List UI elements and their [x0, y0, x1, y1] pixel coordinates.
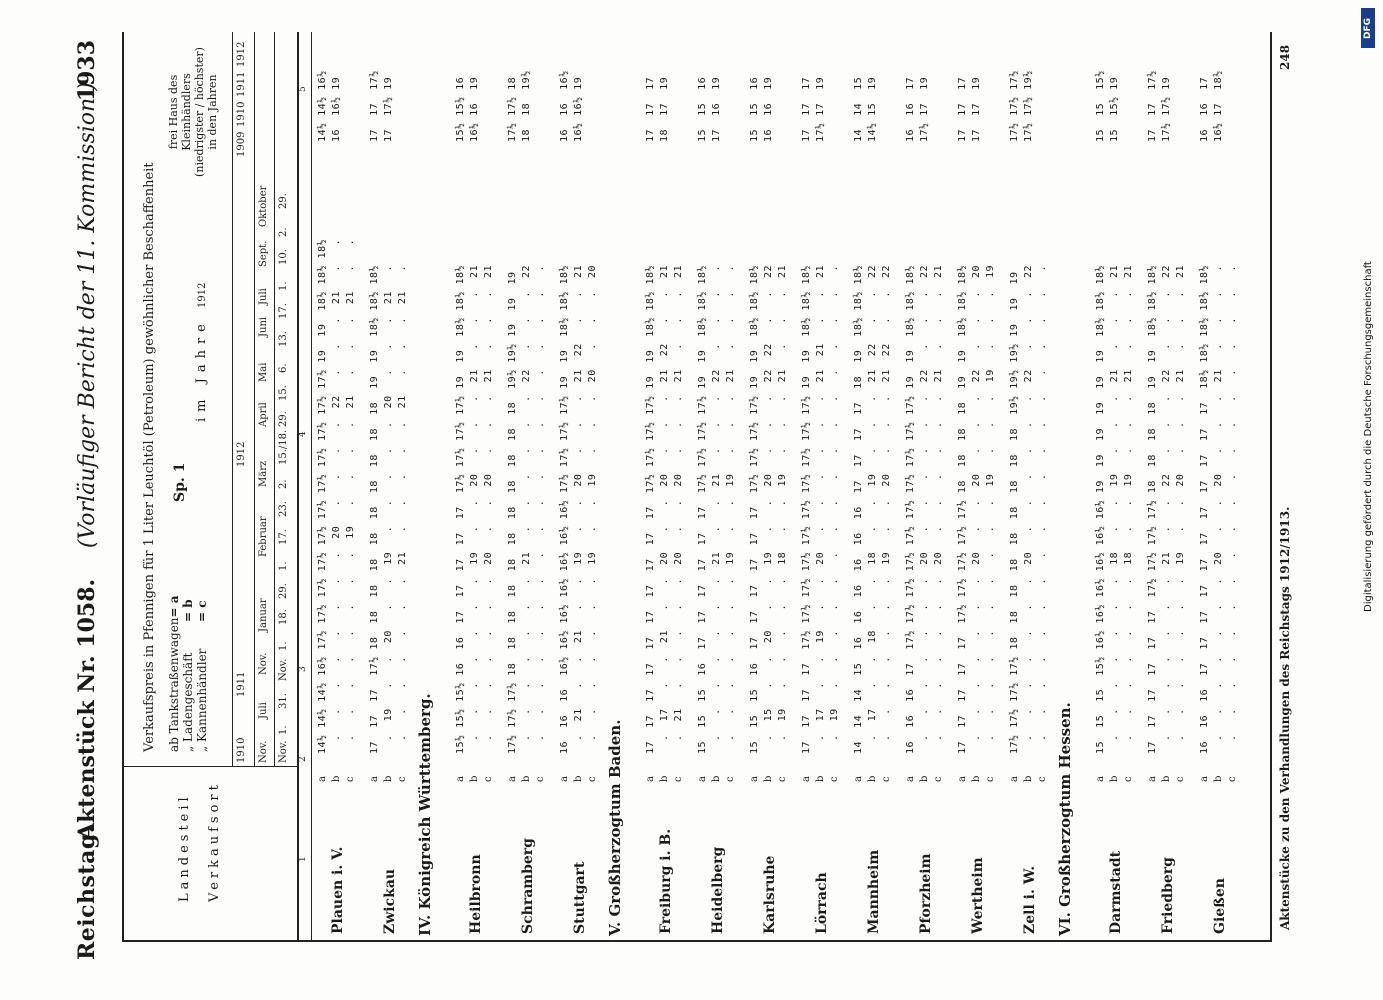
place-name: Plauen i. V. — [330, 846, 346, 934]
price-line: . 19 . . . . . . . . . . . . . . . . . — [829, 264, 840, 754]
place-name: Heilbronn — [468, 854, 484, 934]
month-cell: April — [258, 402, 269, 427]
day-cell: 29. — [278, 583, 289, 599]
legend-code: = b — [181, 599, 195, 622]
frei-haus-values — [1094, 70, 1122, 142]
place-row — [1194, 32, 1246, 942]
price-line: . 19 . . . . . 18 . . 19 . . . 21 . . . 21 — [777, 264, 788, 754]
price-line: . . . . . . . 18 . . 19 . . . 21 . . . 21 — [1123, 264, 1134, 754]
frei-haus-line: 18 18 19½ — [521, 70, 532, 142]
dfg-logo: DFG — [1361, 8, 1375, 48]
frei-haus-line: 15 15 16 — [697, 76, 708, 142]
frei-haus-line: 17½ 17½ 19½ — [1023, 70, 1034, 142]
header-left: Reichstag. — [74, 825, 100, 960]
abc-markers: a b c — [559, 775, 598, 782]
place-row — [1142, 32, 1194, 942]
day-cell: 15./18. — [278, 429, 289, 465]
day-cell: 23. — [278, 501, 289, 517]
frei-haus-values — [454, 77, 482, 142]
day-cell: Nov. — [278, 740, 289, 763]
sp-label: Sp. 1 — [172, 462, 188, 502]
abc-markers: a b c — [957, 775, 996, 782]
price-values — [748, 265, 790, 754]
month-cell: Februar — [258, 516, 269, 557]
frei-haus-line: 15 15½ 19 — [1109, 76, 1120, 142]
day-cell: 2. — [278, 227, 289, 237]
frei-haus-line: 18 17 19 — [659, 76, 670, 142]
price-line: . . . . . . . 18 . . 19 . . . 21 . . . 21 — [1109, 264, 1120, 754]
frei-haus-line: 17 17 19 — [971, 76, 982, 142]
abc-markers: a b c — [1009, 775, 1048, 782]
frei-haus-values — [558, 70, 586, 142]
years-row — [232, 32, 255, 767]
frei-haus-line: 16 16 17 — [905, 76, 916, 142]
legend — [167, 595, 209, 752]
frei-haus-line: 14½ 14½ 16½ — [317, 70, 328, 142]
month-cell: Nov. — [258, 740, 269, 763]
column-number: 3 — [298, 666, 308, 672]
frei-haus-line: 17 17 17 — [801, 76, 812, 142]
month-cell: Mai — [258, 362, 269, 382]
price-values — [1198, 265, 1240, 754]
price-line: . . . . . . . 21 . . . . . 21 . . . 21 . — [397, 264, 408, 754]
abc-markers: a b c — [507, 775, 546, 782]
legend-code: = a — [167, 595, 181, 618]
day-cell: 10. — [278, 249, 289, 265]
place-name: Darmstadt — [1108, 850, 1124, 934]
price-line: 17½ 17½ 17½ 17½ 18 18 18 18 18 18 18 18 18 19½ 19½ 19½ 19 19 19 — [1009, 271, 1020, 754]
place-name: Lörrach — [814, 872, 830, 934]
price-values — [1008, 265, 1050, 754]
price-line: . . . . . . . 19 . . 20 . . . 21 . . . 21 — [1175, 264, 1186, 754]
place-name: Zell i. W. — [1022, 865, 1038, 934]
im-jahre-label — [194, 283, 209, 422]
column-number: 1 — [298, 856, 308, 862]
year-cell: 1911 — [236, 671, 247, 697]
price-line: 15 15 15 16 17 17 17 17 17 17 17½ 17½ 17½ 17½ 19 19 18½ 18½ 18½ — [697, 264, 708, 754]
frei-haus-line: 17½ 17 19 — [815, 76, 826, 142]
price-line: 15 15 15 16 17 17 17 17 17 17 17½ 17½ 17½ 17½ 19 19 18½ 18½ 18½ — [749, 264, 760, 754]
frei-haus-values — [506, 70, 534, 142]
place-row — [952, 32, 1004, 942]
price-line: . . . . . . . 21 . . . . . . 22 . . . 22 — [521, 264, 532, 754]
year-cell: 1912 — [236, 41, 247, 67]
price-line: . . . . . . . . . . . . . . . . . . . — [535, 264, 546, 754]
place-name: Friedberg — [1160, 857, 1176, 934]
frei-haus-values — [748, 77, 776, 142]
price-line: . . . . . . . 20 . . 20 . . . 21 . . . 21 — [483, 264, 494, 754]
month-cell: Juni — [258, 316, 269, 337]
legend-label: „ Kannenhändler — [195, 648, 209, 752]
price-line: . 21 . . 21 . . 19 . . 20 . . . 21 22 . . 21 — [573, 264, 584, 754]
day-cell: 1. — [278, 561, 289, 571]
place-row — [1004, 32, 1056, 942]
frei-haus-line: 17½ 17½ 19 — [1161, 76, 1172, 142]
legend-code: = c — [195, 600, 209, 622]
price-line: 17 17 17 17 17 17 17 17 17 17 17½ 17½ 17½ 17½ 19 19 18½ 18½ 18½ — [645, 264, 656, 754]
frei-haus-line: 17 17 17 — [645, 76, 656, 142]
price-values — [1094, 265, 1136, 754]
price-line: 14 14 14 15 16 16 16 16 16 16 17 17 17 17 18 19 18½ 18½ 18½ — [853, 264, 864, 754]
price-line: . . . . . . . 21 . . 21 . . . 22 . . . . — [711, 264, 722, 754]
year-1912: 1912 — [197, 282, 208, 308]
month-cell: März — [258, 460, 269, 487]
place-row — [692, 32, 744, 942]
abc-markers: a b c — [905, 775, 944, 782]
frei-haus-values — [368, 70, 396, 142]
legend-row — [195, 595, 209, 752]
month-cell: Juli — [258, 702, 269, 719]
page-header — [68, 40, 108, 960]
frei-haus-line: 15 15 15½ — [1095, 70, 1106, 142]
place-name: Stuttgart — [572, 861, 588, 934]
place-name: Heidelberg — [710, 846, 726, 934]
day-cell: 6. — [278, 363, 289, 373]
days-row — [274, 32, 297, 767]
frei-haus-line: 16 16 17 — [1199, 76, 1210, 142]
price-values — [368, 265, 410, 754]
price-line: . . . . . . . . . . . . . . . . . . . — [1037, 264, 1048, 754]
landesteil-label: Landesteil — [177, 793, 192, 902]
price-line: . 21 . . . . . 20 . . 20 . . . 21 . . . 21 — [673, 264, 684, 754]
frei-haus-line: 15 15 16 — [749, 76, 760, 142]
price-line: . . . . . . . . . . . . . . . . . . . — [1227, 264, 1238, 754]
frei-haus-line: 16 16½ 19 — [331, 76, 342, 142]
region-heading: V. Großherzogtum Baden. — [606, 719, 624, 936]
frei-haus-line: 15½ 15½ 16 — [455, 76, 466, 142]
frei-haus-line: 16 16 16½ — [559, 70, 570, 142]
price-values — [558, 265, 600, 754]
place-name: Gießen — [1212, 878, 1228, 934]
month-cell: Oktober — [258, 185, 269, 227]
place-row — [640, 32, 692, 942]
day-cell: 31. — [278, 693, 289, 709]
digitization-note: Digitalisierung gefördert durch die Deutsche Forschungsgemeinschaft — [1363, 261, 1374, 612]
day-cell: 13. — [278, 331, 289, 347]
column-number: 2 — [298, 756, 308, 762]
frei-haus-label: frei Haus des Kleinhändlers (niedrigster / höchster) in den Jahren — [167, 47, 219, 177]
frei-haus-line: 17 17 17½ — [1147, 70, 1158, 142]
header-title-main: Aktenstück Nr. 1058. — [74, 578, 100, 840]
price-values — [454, 265, 496, 754]
price-line: 17 17 17 17 17 17 17½ 17½ 17½ 17½ 18 18 18 18 19 19 18½ 18½ 18½ — [1147, 264, 1158, 754]
day-cell: Nov. — [278, 658, 289, 681]
abc-markers: a b c — [749, 775, 788, 782]
price-values — [1146, 265, 1188, 754]
price-line: 14½ 14½ 14½ 16½ 17½ 17½ 17½ 17½ 17½ 17½ 17½ 17½ 17½ 17½ 17½ 19 19 18½ 18½ 18½ — [317, 238, 328, 754]
region-heading: VI. Großherzogtum Hessen. — [1056, 702, 1074, 936]
price-line: . . . . . . . 19 . . 19 . . . 20 . . . 20 — [587, 264, 598, 754]
place-row — [900, 32, 952, 942]
price-line: . . . . . . . 19 . . 19 . . . 21 . . . . — [725, 264, 736, 754]
price-line: . . . . . . . . . . 19 . . . 19 . . . 19 — [985, 264, 996, 754]
table-header — [122, 32, 299, 942]
day-cell: 29. — [278, 411, 289, 427]
place-name: Schramberg — [520, 838, 536, 934]
abc-markers: a b c — [455, 775, 494, 782]
year-cell: 1912 — [236, 441, 247, 467]
frei-haus-values — [1008, 70, 1036, 142]
column-number-row — [297, 32, 312, 942]
price-line: 15 15 15 15½ 16½ 16½ 16½ 16½ 16½ 16½ 19 19 19 19 19 19 18½ 18½ 18½ — [1095, 264, 1106, 754]
price-line: . . . . . . . 19 . . 20 . . . 21 . . . 21 — [469, 264, 480, 754]
year-cell: 1909 — [236, 131, 247, 157]
month-cell: Nov. — [258, 652, 269, 675]
page-number: 248 — [1278, 44, 1292, 70]
price-line: 15½ 15½ 15½ 16 16 17 17 17 17 17 17½ 17½ 17½ 17½ 19 19 18½ 18½ 18½ — [455, 264, 466, 754]
price-values — [800, 265, 842, 754]
price-line: 17½ 17½ 17½ 18 18 18 18 18 18 18 18 18 18 18 19½ 19½ 19 19 19 — [507, 271, 518, 754]
frei-haus-line: 17 17 17 — [957, 76, 968, 142]
legend-row — [167, 595, 181, 752]
place-row — [502, 32, 554, 942]
price-line: . 17 . . 18 . . 18 . . 19 . . . 21 22 . . 22 — [867, 264, 878, 754]
column-number: 5 — [298, 86, 308, 92]
price-line: 16 16 16 16½ 16½ 16½ 16½ 16½ 16½ 16½ 17½ 17½ 17½ 17½ 19 19 18½ 18½ 18½ — [559, 264, 570, 754]
region-heading: IV. Königreich Württemberg. — [416, 693, 434, 936]
day-cell: 29. — [278, 193, 289, 209]
verkaufsort-label: Verkaufsort — [207, 781, 222, 902]
price-values — [644, 265, 686, 754]
price-title: Verkaufspreis in Pfennigen für 1 Liter Leuchtöl (Petroleum) gewöhnlicher Beschaffenheit — [142, 162, 157, 752]
price-line: 16 16 16 17 17 17 17 17 17 17 17 17 17 17 18½ 18½ 18½ 18½ 18½ — [1199, 264, 1210, 754]
place-name: Freiburg i. B. — [658, 828, 674, 934]
header-title — [74, 82, 100, 840]
place-row — [848, 32, 900, 942]
abc-markers: a b c — [645, 775, 684, 782]
frei-haus-line: 16½ 17 18½ — [1213, 70, 1224, 142]
place-row — [554, 32, 606, 942]
frei-haus-line: 16 16 19 — [763, 76, 774, 142]
day-cell: 2. — [278, 479, 289, 489]
place-row — [744, 32, 796, 942]
place-name: Wertheim — [970, 857, 986, 934]
abc-markers: a b c — [697, 775, 736, 782]
price-line: . 17 . . 19 . . 20 . . . . . . 21 21 . . 21 — [815, 264, 826, 754]
frei-haus-values — [852, 77, 880, 142]
price-line: 17 17 17 17 17 17½ 17½ 17½ 17½ 17½ 18 18 18 18 19 19 18½ 18½ 18½ — [957, 264, 968, 754]
frei-haus-line: 17½ 17½ 18 — [507, 76, 518, 142]
price-values — [506, 265, 548, 754]
price-line: . 19 . . 20 . . 19 . . . . . 20 . . . 21 . — [383, 264, 394, 754]
month-cell: Januar — [258, 598, 269, 632]
frei-haus-line: 16½ 16½ 19 — [573, 76, 584, 142]
place-name: Pforzheim — [918, 853, 934, 934]
frei-haus-values — [904, 77, 932, 142]
day-cell: 15. — [278, 385, 289, 401]
table-bottom-rule — [1270, 32, 1272, 942]
abc-markers: a b c — [1199, 775, 1238, 782]
price-line: . . . . . . . 20 . . . . . . 22 . . . 22 — [919, 264, 930, 754]
day-cell: 17. — [278, 529, 289, 545]
place-row — [312, 32, 364, 942]
price-values — [316, 239, 358, 754]
frei-haus-line: 17 16 19 — [711, 76, 722, 142]
price-line: . . . . . . . 20 . . 20 . . . 22 . . . 20 — [971, 264, 982, 754]
months-row — [254, 32, 275, 767]
footer-note: Aktenstücke zu den Verhandlungen des Reichstags 1912/1913. — [1278, 506, 1292, 930]
price-line: . . . . . . . . 19 . . . . 21 . . . 21 . . — [345, 238, 356, 754]
price-values — [956, 265, 998, 754]
frei-haus-line: 16½ 16 19 — [469, 76, 480, 142]
day-cell: 17. — [278, 303, 289, 319]
day-cell: 1. — [278, 725, 289, 735]
frei-haus-values — [696, 77, 724, 142]
abc-markers: a b c — [317, 775, 356, 782]
place-name: Mannheim — [866, 849, 882, 934]
price-table — [122, 32, 1272, 942]
frei-haus-values — [316, 70, 344, 142]
legend-row — [181, 595, 195, 752]
abc-markers: a b c — [1095, 775, 1134, 782]
frei-haus-line: 17 17½ 19 — [383, 76, 394, 142]
price-values — [696, 265, 738, 754]
price-line: . . . . . . . 20 . . 20 . . . 21 . . . . — [1213, 264, 1224, 754]
place-row — [1090, 32, 1142, 942]
frei-haus-line: 17 17 17½ — [369, 70, 380, 142]
place-name: Zwickau — [382, 868, 398, 934]
year-cell: 1910 — [236, 101, 247, 127]
price-line: 17 17 17 17 17½ 17½ 17½ 17½ 17½ 17½ 17½ 17½ 17½ 17½ 19 19 18½ 18½ 18½ — [801, 264, 812, 754]
place-row — [450, 32, 502, 942]
price-line: 16 16 16 17 17½ 17½ 17½ 17½ 17½ 17½ 17½ 17½ 17½ 17½ 19 19 18½ 18½ 18½ — [905, 264, 916, 754]
day-cell: 18. — [278, 609, 289, 625]
year-cell: 1911 — [236, 71, 247, 97]
price-line: . . . . . . . 20 . . . . . . 22 . . . 22 — [1023, 264, 1034, 754]
header-year: 1933 — [74, 40, 100, 102]
price-line: . . . . . . . . 20 . . . . 22 . . . 21 . . — [331, 238, 342, 754]
frei-haus-line: 17½ 17½ 17½ — [1009, 70, 1020, 142]
column-number: 4 — [298, 431, 308, 437]
header-title-sub: (Vorläufiger Bericht der 11. Kommission.) — [75, 82, 100, 549]
year-cell: 1910 — [236, 737, 247, 763]
month-cell: Juli — [258, 288, 269, 305]
day-cell: 1. — [278, 281, 289, 291]
legend-label: ab Tankstraßenwagen — [167, 617, 181, 752]
place-row — [364, 32, 416, 942]
place-row — [796, 32, 848, 942]
frei-haus-line: 14 14 15 — [853, 76, 864, 142]
price-values — [904, 265, 946, 754]
abc-markers: a b c — [1147, 775, 1186, 782]
month-cell: Sept. — [258, 240, 269, 267]
frei-haus-values — [644, 77, 672, 142]
day-cell: 1. — [278, 641, 289, 651]
price-line: . . . . . . . 19 . . 20 . . . 21 22 . . 22 — [881, 264, 892, 754]
price-values — [852, 265, 894, 754]
price-line: 17 17 17 17½ 18 18 18 18 18 18 18 18 18 18 19 19 18½ 18½ 18½ — [369, 264, 380, 754]
column-1-header — [122, 766, 297, 942]
im-jahre-text: im Jahre — [194, 318, 209, 422]
price-line: . . . . . . . 20 . . . . . . 21 . . . 21 — [933, 264, 944, 754]
frei-haus-line: 14½ 15 19 — [867, 76, 878, 142]
abc-markers: a b c — [801, 775, 840, 782]
abc-markers: a b c — [369, 775, 408, 782]
abc-markers: a b c — [853, 775, 892, 782]
frei-haus-values — [800, 77, 828, 142]
frei-haus-values — [1198, 70, 1226, 142]
price-line: . . . . . . . 21 . . 22 . . . 22 . . . 22 — [1161, 264, 1172, 754]
legend-label: „ Ladengeschäft — [181, 652, 195, 752]
place-name: Karlsruhe — [762, 855, 778, 934]
frei-haus-values — [956, 77, 984, 142]
frei-haus-line: 17½ 17 19 — [919, 76, 930, 142]
frei-haus-values — [1146, 70, 1174, 142]
price-line: . 17 . . 21 . . 20 . . 20 . . . 21 22 . . 21 — [659, 264, 670, 754]
price-line: . 15 . . 20 . . 19 . . 20 . . . 22 22 . . 22 — [763, 264, 774, 754]
